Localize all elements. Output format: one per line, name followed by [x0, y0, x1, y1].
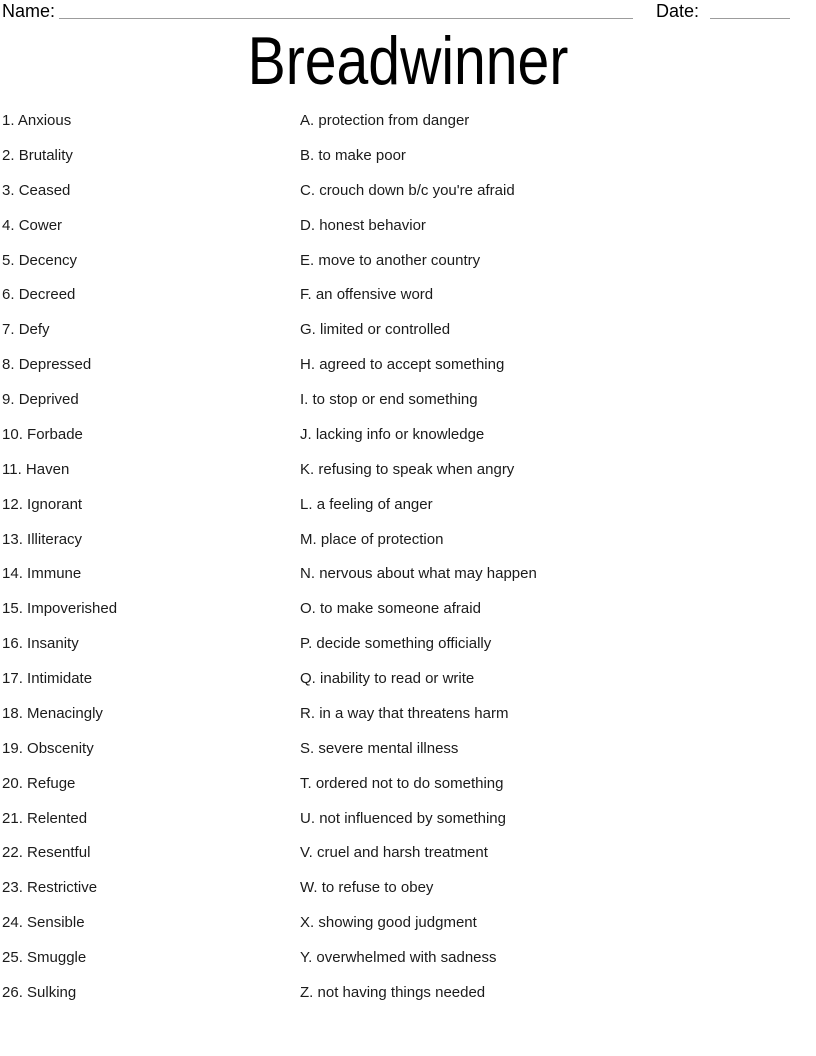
word-number: 13: [2, 530, 19, 548]
definition-letter: I: [300, 391, 305, 408]
word-text: Restrictive: [27, 879, 98, 897]
word-item: 20. Refuge: [2, 774, 76, 792]
word-item: 22. Resentful: [2, 844, 91, 862]
definition-text: not having things needed: [317, 983, 486, 1001]
definition-letter: V: [300, 844, 309, 862]
word-text: Immune: [27, 565, 82, 583]
word-text: Refuge: [27, 774, 76, 792]
word-number: 16: [2, 635, 19, 653]
word-text: Menacingly: [27, 704, 103, 722]
word-text: Resentful: [27, 844, 91, 862]
words-column: [2, 104, 117, 1011]
word-item: 7. Defy: [2, 321, 50, 339]
definition-item: M. place of protection: [300, 530, 444, 548]
definition-letter: D: [300, 216, 311, 234]
word-item: 10. Forbade: [2, 425, 83, 443]
definition-item: F. an offensive word: [300, 286, 434, 304]
definition-letter: C: [300, 181, 311, 199]
definition-letter: G: [300, 321, 312, 339]
definition-text: in a way that threatens harm: [319, 704, 509, 722]
word-number: 19: [2, 739, 19, 757]
definition-item: K. refusing to speak when angry: [300, 460, 515, 478]
definition-letter: F: [300, 286, 308, 304]
word-item: 4. Cower: [2, 216, 63, 234]
word-text: Sulking: [27, 983, 77, 1001]
definition-item: G. limited or controlled: [300, 321, 451, 339]
definition-text: to refuse to obey: [321, 879, 434, 897]
word-number: 21: [2, 809, 19, 827]
word-number: 11: [2, 460, 18, 478]
definition-item: U. not influenced by something: [300, 809, 506, 827]
page-title: Breadwinner: [247, 23, 569, 99]
definition-letter: L: [300, 495, 309, 513]
word-text: Decreed: [18, 286, 76, 304]
word-text: Deprived: [18, 391, 79, 408]
definition-item: T. ordered not to do something: [300, 774, 504, 792]
definition-letter: X: [300, 914, 311, 932]
word-item: 9. Deprived: [2, 391, 79, 408]
word-item: 13. Illiteracy: [2, 530, 83, 548]
word-item: 11. Haven: [2, 460, 70, 478]
definition-item: A. protection from danger: [300, 112, 470, 129]
word-item: 5. Decency: [2, 251, 78, 269]
word-item: 26. Sulking: [2, 983, 77, 1001]
word-number: 1: [2, 112, 11, 129]
word-text: Anxious: [17, 112, 72, 129]
definition-item: Z. not having things needed: [300, 983, 486, 1001]
definition-letter: J: [300, 425, 308, 443]
definition-item: R. in a way that threatens harm: [300, 704, 509, 722]
definition-text: cruel and harsh treatment: [316, 844, 488, 862]
definition-item: V. cruel and harsh treatment: [300, 844, 488, 862]
definition-item: J. lacking info or knowledge: [300, 425, 485, 443]
word-text: Insanity: [27, 635, 79, 653]
definition-item: P. decide something officially: [300, 635, 492, 653]
word-text: Impoverished: [27, 600, 118, 618]
definition-text: agreed to accept something: [319, 356, 505, 374]
definition-text: a feeling of anger: [316, 495, 433, 513]
definition-item: C. crouch down b/c you're afraid: [300, 181, 515, 199]
word-number: 3: [2, 181, 11, 199]
word-number: 7: [2, 321, 11, 339]
word-text: Ignorant: [27, 495, 83, 513]
definition-text: to make poor: [318, 146, 406, 164]
word-item: 8. Depressed: [2, 356, 92, 374]
definition-letter: W: [300, 879, 314, 897]
definition-text: inability to read or write: [320, 670, 475, 687]
word-item: 15. Impoverished: [2, 600, 118, 618]
word-number: 20: [2, 774, 19, 792]
definition-text: nervous about what may happen: [319, 565, 537, 583]
word-number: 2: [2, 146, 11, 164]
word-number: 4: [2, 216, 11, 234]
definition-text: showing good judgment: [318, 914, 477, 932]
definition-item: L. a feeling of anger: [300, 495, 433, 513]
word-item: 1. Anxious: [2, 112, 72, 129]
definition-text: lacking info or knowledge: [315, 425, 485, 443]
word-text: Decency: [18, 251, 78, 269]
definition-text: overwhelmed with sadness: [316, 949, 497, 966]
definition-text: to make someone afraid: [320, 600, 481, 618]
word-number: 10: [2, 425, 19, 443]
definition-item: H. agreed to accept something: [300, 356, 505, 374]
definitions-column: [300, 104, 537, 1011]
word-text: Ceased: [18, 181, 71, 199]
word-number: 6: [2, 286, 11, 304]
word-item: 25. Smuggle: [2, 949, 87, 966]
definition-text: ordered not to do something: [315, 774, 504, 792]
definition-letter: O: [300, 600, 312, 618]
word-number: 5: [2, 251, 11, 269]
word-text: Illiteracy: [27, 530, 83, 548]
word-text: Relented: [27, 809, 88, 827]
name-label: Name:: [2, 1, 56, 21]
word-text: Obscenity: [27, 739, 94, 757]
word-item: 14. Immune: [2, 565, 82, 583]
word-text: Intimidate: [27, 670, 93, 687]
definition-letter: R: [300, 704, 311, 722]
definition-item: Q. inability to read or write: [300, 670, 475, 687]
word-item: 21. Relented: [2, 809, 88, 827]
word-text: Defy: [18, 321, 50, 339]
definition-text: severe mental illness: [318, 739, 459, 757]
word-number: 15: [2, 600, 19, 618]
definition-text: honest behavior: [319, 216, 426, 234]
word-number: 17: [2, 670, 19, 687]
word-number: 12: [2, 495, 19, 513]
word-item: 6. Decreed: [2, 286, 76, 304]
word-number: 24: [2, 914, 19, 932]
definition-text: place of protection: [320, 530, 444, 548]
definition-letter: E: [300, 251, 311, 269]
word-text: Depressed: [18, 356, 92, 374]
definition-text: an offensive word: [315, 286, 434, 304]
definition-text: limited or controlled: [320, 321, 451, 339]
definition-letter: N: [300, 565, 311, 583]
definition-item: D. honest behavior: [300, 216, 426, 234]
word-text: Cower: [18, 216, 63, 234]
definition-letter: Y: [300, 949, 309, 966]
definition-letter: T: [300, 774, 308, 792]
word-number: 9: [2, 391, 11, 408]
word-number: 18: [2, 704, 19, 722]
definition-letter: M: [300, 530, 313, 548]
definition-letter: H: [300, 356, 311, 374]
word-text: Sensible: [27, 914, 85, 932]
definition-letter: Z: [300, 983, 310, 1001]
definition-text: protection from danger: [318, 112, 470, 129]
definition-text: to stop or end something: [312, 391, 478, 408]
definition-text: move to another country: [318, 251, 481, 269]
word-item: 18. Menacingly: [2, 704, 103, 722]
definition-item: X. showing good judgment: [300, 914, 477, 932]
definition-letter: S: [300, 739, 311, 757]
word-number: 14: [2, 565, 19, 583]
word-number: 23: [2, 879, 19, 897]
definition-letter: A: [300, 112, 311, 129]
word-number: 22: [2, 844, 19, 862]
definition-item: S. severe mental illness: [300, 739, 459, 757]
definition-text: decide something officially: [316, 635, 492, 653]
definition-letter: P: [300, 635, 309, 653]
definition-text: not influenced by something: [319, 809, 506, 827]
word-text: Forbade: [27, 425, 83, 443]
word-number: 8: [2, 356, 11, 374]
word-number: 26: [2, 983, 19, 1001]
word-item: 12. Ignorant: [2, 495, 83, 513]
definition-item: E. move to another country: [300, 251, 481, 269]
definition-letter: U: [300, 809, 311, 827]
definition-item: B. to make poor: [300, 146, 406, 164]
definition-text: refusing to speak when angry: [318, 460, 515, 478]
word-item: 23. Restrictive: [2, 879, 98, 897]
date-blank-line: [710, 0, 790, 19]
definition-item: W. to refuse to obey: [300, 879, 434, 897]
word-item: 24. Sensible: [2, 914, 85, 932]
word-item: 16. Insanity: [2, 635, 79, 653]
word-number: 25: [2, 949, 19, 966]
definition-letter: Q: [300, 670, 312, 687]
word-text: Brutality: [18, 146, 73, 164]
word-item: 3. Ceased: [2, 181, 71, 199]
definition-item: I. to stop or end something: [300, 391, 478, 408]
word-text: Haven: [25, 460, 70, 478]
word-item: 17. Intimidate: [2, 670, 93, 687]
definition-letter: K: [300, 460, 311, 478]
date-label: Date:: [656, 1, 700, 21]
word-text: Smuggle: [27, 949, 87, 966]
word-item: 19. Obscenity: [2, 739, 94, 757]
definition-item: Y. overwhelmed with sadness: [300, 949, 497, 966]
definition-text: crouch down b/c you're afraid: [319, 181, 515, 199]
definition-item: N. nervous about what may happen: [300, 565, 537, 583]
name-blank-line: [59, 0, 633, 19]
definition-item: O. to make someone afraid: [300, 600, 481, 618]
definition-letter: B: [300, 146, 311, 164]
word-item: 2. Brutality: [2, 146, 73, 164]
